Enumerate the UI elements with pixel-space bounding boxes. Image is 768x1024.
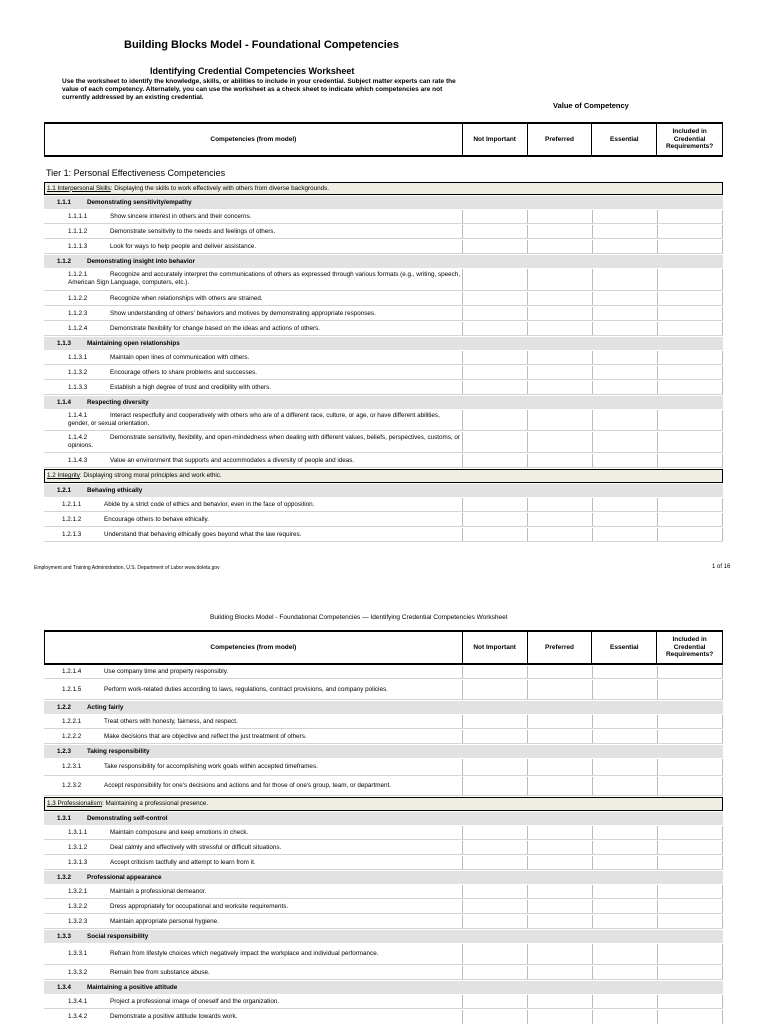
- cell-not-important[interactable]: [462, 410, 527, 430]
- cell-essential[interactable]: [592, 1010, 657, 1024]
- table-row: 1.3.2.2 Dress appropriately for occupational and worksite requirements.: [44, 900, 723, 914]
- cell-preferred[interactable]: [527, 944, 592, 964]
- cell-essential[interactable]: [592, 366, 657, 379]
- cell-essential[interactable]: [592, 944, 657, 964]
- cell-essential[interactable]: [592, 410, 657, 430]
- col-competencies: Competencies (from model): [210, 135, 297, 143]
- table-row: 1.3.4.2 Demonstrate a positive attitude towards work.: [44, 1010, 723, 1024]
- footer-text: Employment and Training Administration, U.S. Department of Labor www.doleta.gov: [34, 565, 220, 571]
- cell-not-important[interactable]: [462, 528, 527, 541]
- subsection-header: 1.1.2 Demonstrating insight into behavior: [44, 255, 723, 268]
- cell-essential[interactable]: [592, 777, 657, 795]
- cell-not-important[interactable]: [462, 900, 527, 913]
- value-of-competency-label: Value of Competency: [553, 101, 629, 110]
- subsection-header: 1.2.2 Acting fairly: [44, 701, 723, 714]
- cell-preferred[interactable]: [527, 885, 592, 898]
- cell-preferred[interactable]: [527, 269, 592, 290]
- table-row: 1.2.3.2 Accept responsibility for one's decisions and actions and for those of one's group, team, or department.: [44, 777, 723, 796]
- cell-preferred[interactable]: [527, 759, 592, 775]
- table-row: 1.3.2.1 Maintain a professional demeanor.: [44, 885, 723, 899]
- cell-preferred[interactable]: [527, 966, 592, 979]
- table-row: 1.2.1.1 Abide by a strict code of ethics and behavior, even in the face of opposition.: [44, 498, 723, 512]
- intro-text: Use the worksheet to identify the knowledge, skills, or abilities to include in your credential. Subject matter experts can rate the value of each competency. Alternately, you can use the worksheet as a check sheet to indicate which competencies are not currently addressed by an existing credential.: [62, 78, 456, 101]
- table-row: 1.3.2.3 Maintain appropriate personal hygiene.: [44, 915, 723, 929]
- table-row: 1.3.1.2 Deal calmly and effectively with stressful or difficult situations.: [44, 841, 723, 855]
- table-row: 1.2.1.3 Understand that behaving ethically goes beyond what the law requires.: [44, 528, 723, 542]
- cell-not-important[interactable]: [462, 432, 527, 452]
- cell-not-important[interactable]: [462, 292, 527, 305]
- cell-included[interactable]: [657, 528, 723, 541]
- cell-preferred[interactable]: [527, 915, 592, 928]
- cell-essential[interactable]: [592, 240, 657, 253]
- cell-not-important[interactable]: [462, 826, 527, 839]
- cell-not-important[interactable]: [462, 885, 527, 898]
- table-row: 1.1.1.2 Demonstrate sensitivity to the needs and feelings of others.: [44, 225, 723, 239]
- cell-essential[interactable]: [592, 900, 657, 913]
- table-row: 1.1.3.3 Establish a high degree of trust and credibility with others.: [44, 381, 723, 395]
- table-row: 1.1.4.2 Demonstrate sensitivity, flexibility, and open-mindedness when dealing with different values, beliefs, perspectives, customs, or opinions.: [44, 432, 723, 453]
- cell-included[interactable]: [657, 885, 723, 898]
- table-row: 1.1.2.2 Recognize when relationships with others are strained.: [44, 292, 723, 306]
- subsection-header: 1.1.4 Respecting diversity: [44, 396, 723, 409]
- subsection-header: 1.2.3 Taking responsibility: [44, 745, 723, 758]
- table-row: 1.1.4.3 Value an environment that supports and accommodates a diversity of people and ideas.: [44, 454, 723, 468]
- cell-preferred[interactable]: [527, 240, 592, 253]
- cell-essential[interactable]: [592, 966, 657, 979]
- cell-not-important[interactable]: [462, 240, 527, 253]
- cell-essential[interactable]: [592, 351, 657, 364]
- cell-not-important[interactable]: [462, 680, 527, 699]
- cell-essential[interactable]: [592, 498, 657, 511]
- tier-heading: Tier 1: Personal Effectiveness Competencies: [46, 168, 226, 178]
- cell-preferred[interactable]: [527, 432, 592, 452]
- cell-not-important[interactable]: [462, 513, 527, 526]
- table-row: 1.1.2.1 Recognize and accurately interpret the communications of others as expressed through various formats (e.g., writing, speech, American Sign Language, computers, etc.).: [44, 269, 723, 291]
- cell-essential[interactable]: [592, 210, 657, 223]
- cell-included[interactable]: [657, 995, 723, 1008]
- cell-included[interactable]: [657, 410, 723, 430]
- cell-essential[interactable]: [592, 307, 657, 320]
- cell-preferred[interactable]: [527, 841, 592, 854]
- cell-essential[interactable]: [592, 730, 657, 743]
- cell-preferred[interactable]: [527, 1010, 592, 1024]
- col-not-important: Not Important: [462, 124, 527, 155]
- cell-essential[interactable]: [592, 995, 657, 1008]
- subsection-header: 1.1.1 Demonstrating sensitivity/empathy: [44, 196, 723, 209]
- cell-not-important[interactable]: [462, 225, 527, 238]
- cell-essential[interactable]: [592, 841, 657, 854]
- col-essential: Essential: [591, 124, 656, 155]
- section-header: 1.3 Professionalism : Maintaining a professional presence.: [44, 797, 723, 811]
- cell-essential[interactable]: [592, 225, 657, 238]
- cell-not-important[interactable]: [462, 666, 527, 678]
- cell-essential[interactable]: [592, 826, 657, 839]
- cell-not-important[interactable]: [462, 351, 527, 364]
- cell-preferred[interactable]: [527, 210, 592, 223]
- cell-essential[interactable]: [592, 715, 657, 728]
- subsection-header: 1.3.2 Professional appearance: [44, 871, 723, 884]
- section-header: [44, 182, 723, 195]
- cell-included[interactable]: [657, 322, 723, 335]
- cell-preferred[interactable]: [527, 498, 592, 511]
- subsection-header: 1.1.3 Maintaining open relationships: [44, 337, 723, 350]
- table-row: 1.1.3.2 Encourage others to share problems and successes.: [44, 366, 723, 380]
- cell-essential[interactable]: [592, 269, 657, 290]
- cell-not-important[interactable]: [462, 1010, 527, 1024]
- cell-included[interactable]: [657, 307, 723, 320]
- col-preferred: Preferred: [527, 124, 592, 155]
- cell-included[interactable]: [657, 351, 723, 364]
- cell-included[interactable]: [657, 240, 723, 253]
- cell-essential[interactable]: [592, 666, 657, 678]
- cell-preferred[interactable]: [527, 666, 592, 678]
- cell-not-important[interactable]: [462, 322, 527, 335]
- cell-essential[interactable]: [592, 528, 657, 541]
- section-desc: : Displaying the skills to work effectively with others from diverse backgrounds.: [110, 184, 329, 192]
- cell-not-important[interactable]: [462, 966, 527, 979]
- table-row: 1.1.1.3 Look for ways to help people and deliver assistance.: [44, 240, 723, 254]
- cell-included[interactable]: [657, 841, 723, 854]
- cell-preferred[interactable]: [527, 366, 592, 379]
- cell-included[interactable]: [657, 292, 723, 305]
- subsection-header: 1.3.1 Demonstrating self-control: [44, 812, 723, 825]
- cell-preferred[interactable]: [527, 995, 592, 1008]
- cell-not-important[interactable]: [462, 995, 527, 1008]
- cell-included[interactable]: [657, 498, 723, 511]
- table-row: 1.1.2.3 Show understanding of others' behaviors and motives by demonstrating appropriate responses.: [44, 307, 723, 321]
- cell-preferred[interactable]: [527, 777, 592, 795]
- table-row: 1.1.2.4 Demonstrate flexibility for change based on the ideas and actions of others.: [44, 322, 723, 336]
- cell-included[interactable]: [657, 454, 723, 467]
- table-row: 1.2.3.1 Take responsibility for accomplishing work goals within accepted timeframes.: [44, 759, 723, 776]
- cell-included[interactable]: [657, 432, 723, 452]
- table-row: 1.3.1.1 Maintain composure and keep emotions in check.: [44, 826, 723, 840]
- cell-preferred[interactable]: [527, 307, 592, 320]
- table-row: 1.2.2.1 Treat others with honesty, fairness, and respect.: [44, 715, 723, 729]
- table-row: 1.3.4.1 Project a professional image of oneself and the organization.: [44, 995, 723, 1009]
- table-row: 1.1.3.1 Maintain open lines of communication with others.: [44, 351, 723, 365]
- cell-not-important[interactable]: [462, 777, 527, 795]
- table-header: [44, 122, 723, 157]
- cell-not-important[interactable]: [462, 915, 527, 928]
- page-number: 1 of 16: [712, 564, 731, 570]
- cell-essential[interactable]: [592, 915, 657, 928]
- section-title: 1.1 Interpersonal Skills: [47, 184, 111, 192]
- col-included: Included in Credential Requirements?: [656, 124, 722, 155]
- cell-included[interactable]: [657, 856, 723, 869]
- cell-essential[interactable]: [592, 680, 657, 699]
- table-row: 1.2.1.4 Use company time and property responsibly.: [44, 666, 723, 679]
- cell-essential[interactable]: [592, 885, 657, 898]
- cell-included[interactable]: [657, 777, 723, 795]
- cell-included[interactable]: [657, 900, 723, 913]
- subsection-header: 1.2.1 Behaving ethically: [44, 484, 723, 497]
- cell-included[interactable]: [657, 915, 723, 928]
- cell-preferred[interactable]: [527, 730, 592, 743]
- table-row: 1.1.4.1 Interact respectfully and cooperatively with others who are of a different race, culture, or age, or have different abilities, gender, or sexual orientation.: [44, 410, 723, 431]
- cell-included[interactable]: [657, 269, 723, 290]
- cell-essential[interactable]: [592, 381, 657, 394]
- table-row: 1.1.1.1 Show sincere interest in others and their concerns.: [44, 210, 723, 224]
- cell-preferred[interactable]: [527, 225, 592, 238]
- table-row: 1.3.3.1 Refrain from lifestyle choices which negatively impact the workplace and individual performance.: [44, 944, 723, 965]
- cell-essential[interactable]: [592, 292, 657, 305]
- cell-essential[interactable]: [592, 432, 657, 452]
- cell-included[interactable]: [657, 381, 723, 394]
- cell-essential[interactable]: [592, 513, 657, 526]
- cell-essential[interactable]: [592, 856, 657, 869]
- worksheet-title: Identifying Credential Competencies Worksheet: [150, 66, 355, 76]
- cell-not-important[interactable]: [462, 856, 527, 869]
- cell-included[interactable]: [657, 210, 723, 223]
- cell-not-important[interactable]: [462, 944, 527, 964]
- cell-included[interactable]: [657, 966, 723, 979]
- cell-not-important[interactable]: [462, 498, 527, 511]
- cell-not-important[interactable]: [462, 715, 527, 728]
- cell-preferred[interactable]: [527, 826, 592, 839]
- cell-included[interactable]: [657, 730, 723, 743]
- cell-preferred[interactable]: [527, 410, 592, 430]
- cell-included[interactable]: [657, 513, 723, 526]
- page-title: Building Blocks Model - Foundational Competencies: [124, 39, 400, 51]
- cell-not-important[interactable]: [462, 841, 527, 854]
- table-row: 1.3.1.3 Accept criticism tactfully and attempt to learn from it.: [44, 856, 723, 870]
- cell-not-important[interactable]: [462, 307, 527, 320]
- cell-preferred[interactable]: [527, 528, 592, 541]
- table-header: Competencies (from model) Not Important Preferred Essential Included in Credential Requirements?: [44, 630, 723, 665]
- cell-preferred[interactable]: [527, 322, 592, 335]
- running-header: Building Blocks Model - Foundational Competencies — Identifying Credential Competencies Worksheet: [210, 614, 508, 621]
- cell-not-important[interactable]: [462, 454, 527, 467]
- cell-included[interactable]: [657, 944, 723, 964]
- subsection-header: 1.3.4 Maintaining a positive attitude: [44, 981, 723, 994]
- cell-preferred[interactable]: [527, 381, 592, 394]
- table-row: 1.2.1.2 Encourage others to behave ethically.: [44, 513, 723, 527]
- cell-essential[interactable]: [592, 454, 657, 467]
- cell-preferred[interactable]: [527, 856, 592, 869]
- cell-included[interactable]: [657, 225, 723, 238]
- cell-preferred[interactable]: [527, 513, 592, 526]
- cell-included[interactable]: [657, 1010, 723, 1024]
- cell-not-important[interactable]: [462, 269, 527, 290]
- cell-included[interactable]: [657, 666, 723, 678]
- cell-essential[interactable]: [592, 759, 657, 775]
- cell-preferred[interactable]: [527, 715, 592, 728]
- cell-preferred[interactable]: [527, 680, 592, 699]
- cell-not-important[interactable]: [462, 366, 527, 379]
- cell-included[interactable]: [657, 715, 723, 728]
- cell-not-important[interactable]: [462, 381, 527, 394]
- cell-included[interactable]: [657, 826, 723, 839]
- cell-preferred[interactable]: [527, 292, 592, 305]
- cell-included[interactable]: [657, 759, 723, 775]
- cell-included[interactable]: [657, 680, 723, 699]
- cell-preferred[interactable]: [527, 900, 592, 913]
- cell-not-important[interactable]: [462, 759, 527, 775]
- cell-preferred[interactable]: [527, 351, 592, 364]
- subsection-header: 1.3.3 Social responsibility: [44, 930, 723, 943]
- cell-essential[interactable]: [592, 322, 657, 335]
- table-row: 1.2.2.2 Make decisions that are objective and reflect the just treatment of others.: [44, 730, 723, 744]
- table-row: 1.3.3.2 Remain free from substance abuse.: [44, 966, 723, 980]
- cell-not-important[interactable]: [462, 730, 527, 743]
- section-header: 1.2 Integrity : Displaying strong moral principles and work ethic.: [44, 469, 723, 483]
- cell-not-important[interactable]: [462, 210, 527, 223]
- table-row: 1.2.1.5 Perform work-related duties according to laws, regulations, contract provisions, and company policies.: [44, 680, 723, 700]
- cell-preferred[interactable]: [527, 454, 592, 467]
- cell-included[interactable]: [657, 366, 723, 379]
